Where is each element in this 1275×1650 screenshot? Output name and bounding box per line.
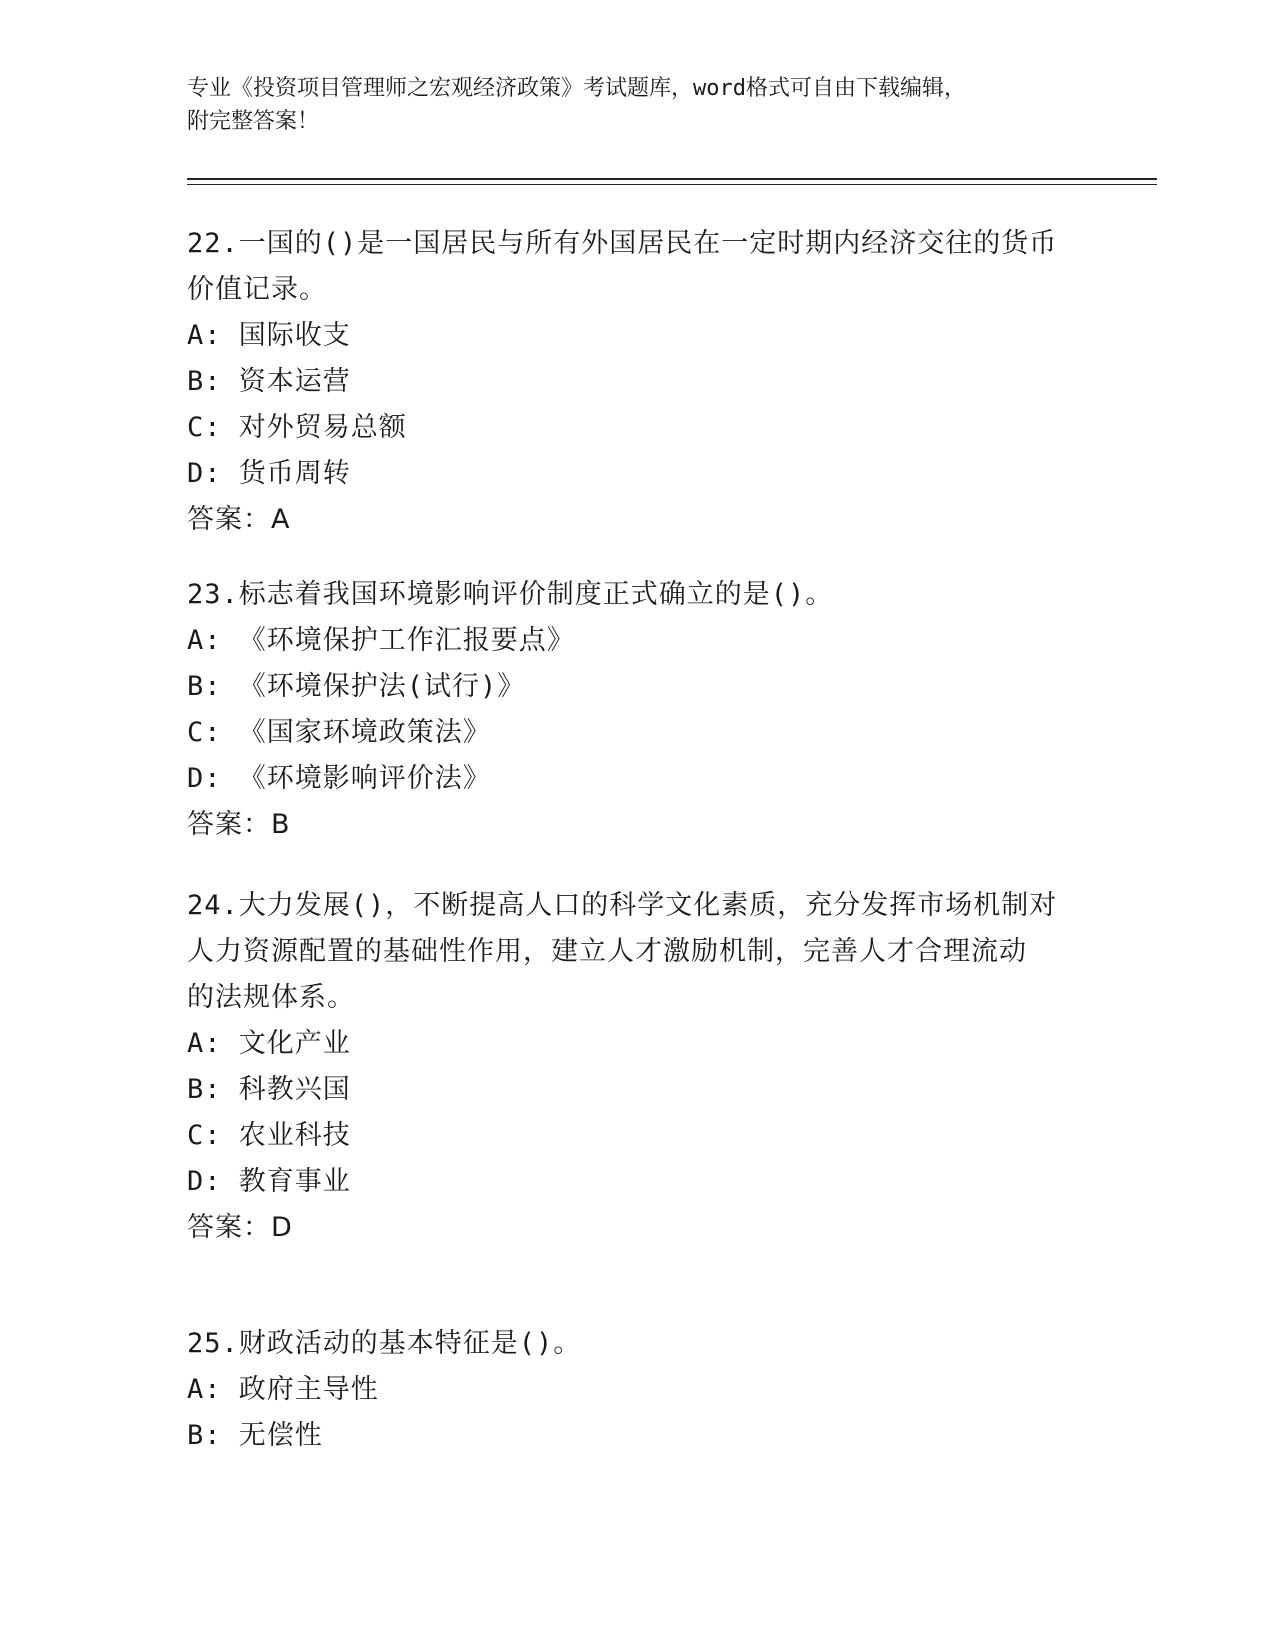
question-25 <box>187 1321 1087 1459</box>
question-stem-line: 24.大力发展()，不断提高人口的科学文化素质，充分发挥市场机制对 <box>187 890 1058 921</box>
option-c: C: 《国家环境政策法》 <box>187 717 491 748</box>
option-b: B: 科教兴国 <box>187 1074 351 1105</box>
option-b: B: 无偿性 <box>187 1420 323 1451</box>
question-stem-line: 的法规体系。 <box>187 982 355 1013</box>
option-a: A: 政府主导性 <box>187 1374 379 1405</box>
question-stem-line: 23.标志着我国环境影响评价制度正式确立的是()。 <box>187 579 834 610</box>
question-stem-line: 22.一国的()是一国居民与所有外国居民在一定时期内经济交往的货币 <box>187 228 1058 259</box>
answer: 答案：A <box>187 504 291 535</box>
question-24 <box>187 883 1087 1251</box>
option-a: A: 国际收支 <box>187 320 351 351</box>
option-b: B: 资本运营 <box>187 366 351 397</box>
header-line-1: 专业《投资项目管理师之宏观经济政策》考试题库，word格式可自由下载编辑， <box>187 76 966 101</box>
option-b: B: 《环境保护法(试行)》 <box>187 671 526 702</box>
question-stem-line: 人力资源配置的基础性作用，建立人才激励机制，完善人才合理流动 <box>187 936 1027 967</box>
question-stem-line: 25.财政活动的基本特征是()。 <box>187 1328 582 1359</box>
option-c: C: 农业科技 <box>187 1120 351 1151</box>
answer: 答案：D <box>187 1212 293 1243</box>
option-a: A: 《环境保护工作汇报要点》 <box>187 625 575 656</box>
option-d: D: 货币周转 <box>187 458 351 489</box>
option-a: A: 文化产业 <box>187 1028 351 1059</box>
option-d: D: 教育事业 <box>187 1166 351 1197</box>
answer: 答案：B <box>187 809 291 840</box>
question-22 <box>187 221 1087 543</box>
question-stem-line: 价值记录。 <box>187 274 327 305</box>
question-23 <box>187 572 1087 848</box>
header-line-2: 附完整答案！ <box>187 109 320 134</box>
header-divider <box>187 178 1157 185</box>
option-c: C: 对外贸易总额 <box>187 412 407 443</box>
document-header <box>187 72 1087 138</box>
option-d: D: 《环境影响评价法》 <box>187 763 491 794</box>
